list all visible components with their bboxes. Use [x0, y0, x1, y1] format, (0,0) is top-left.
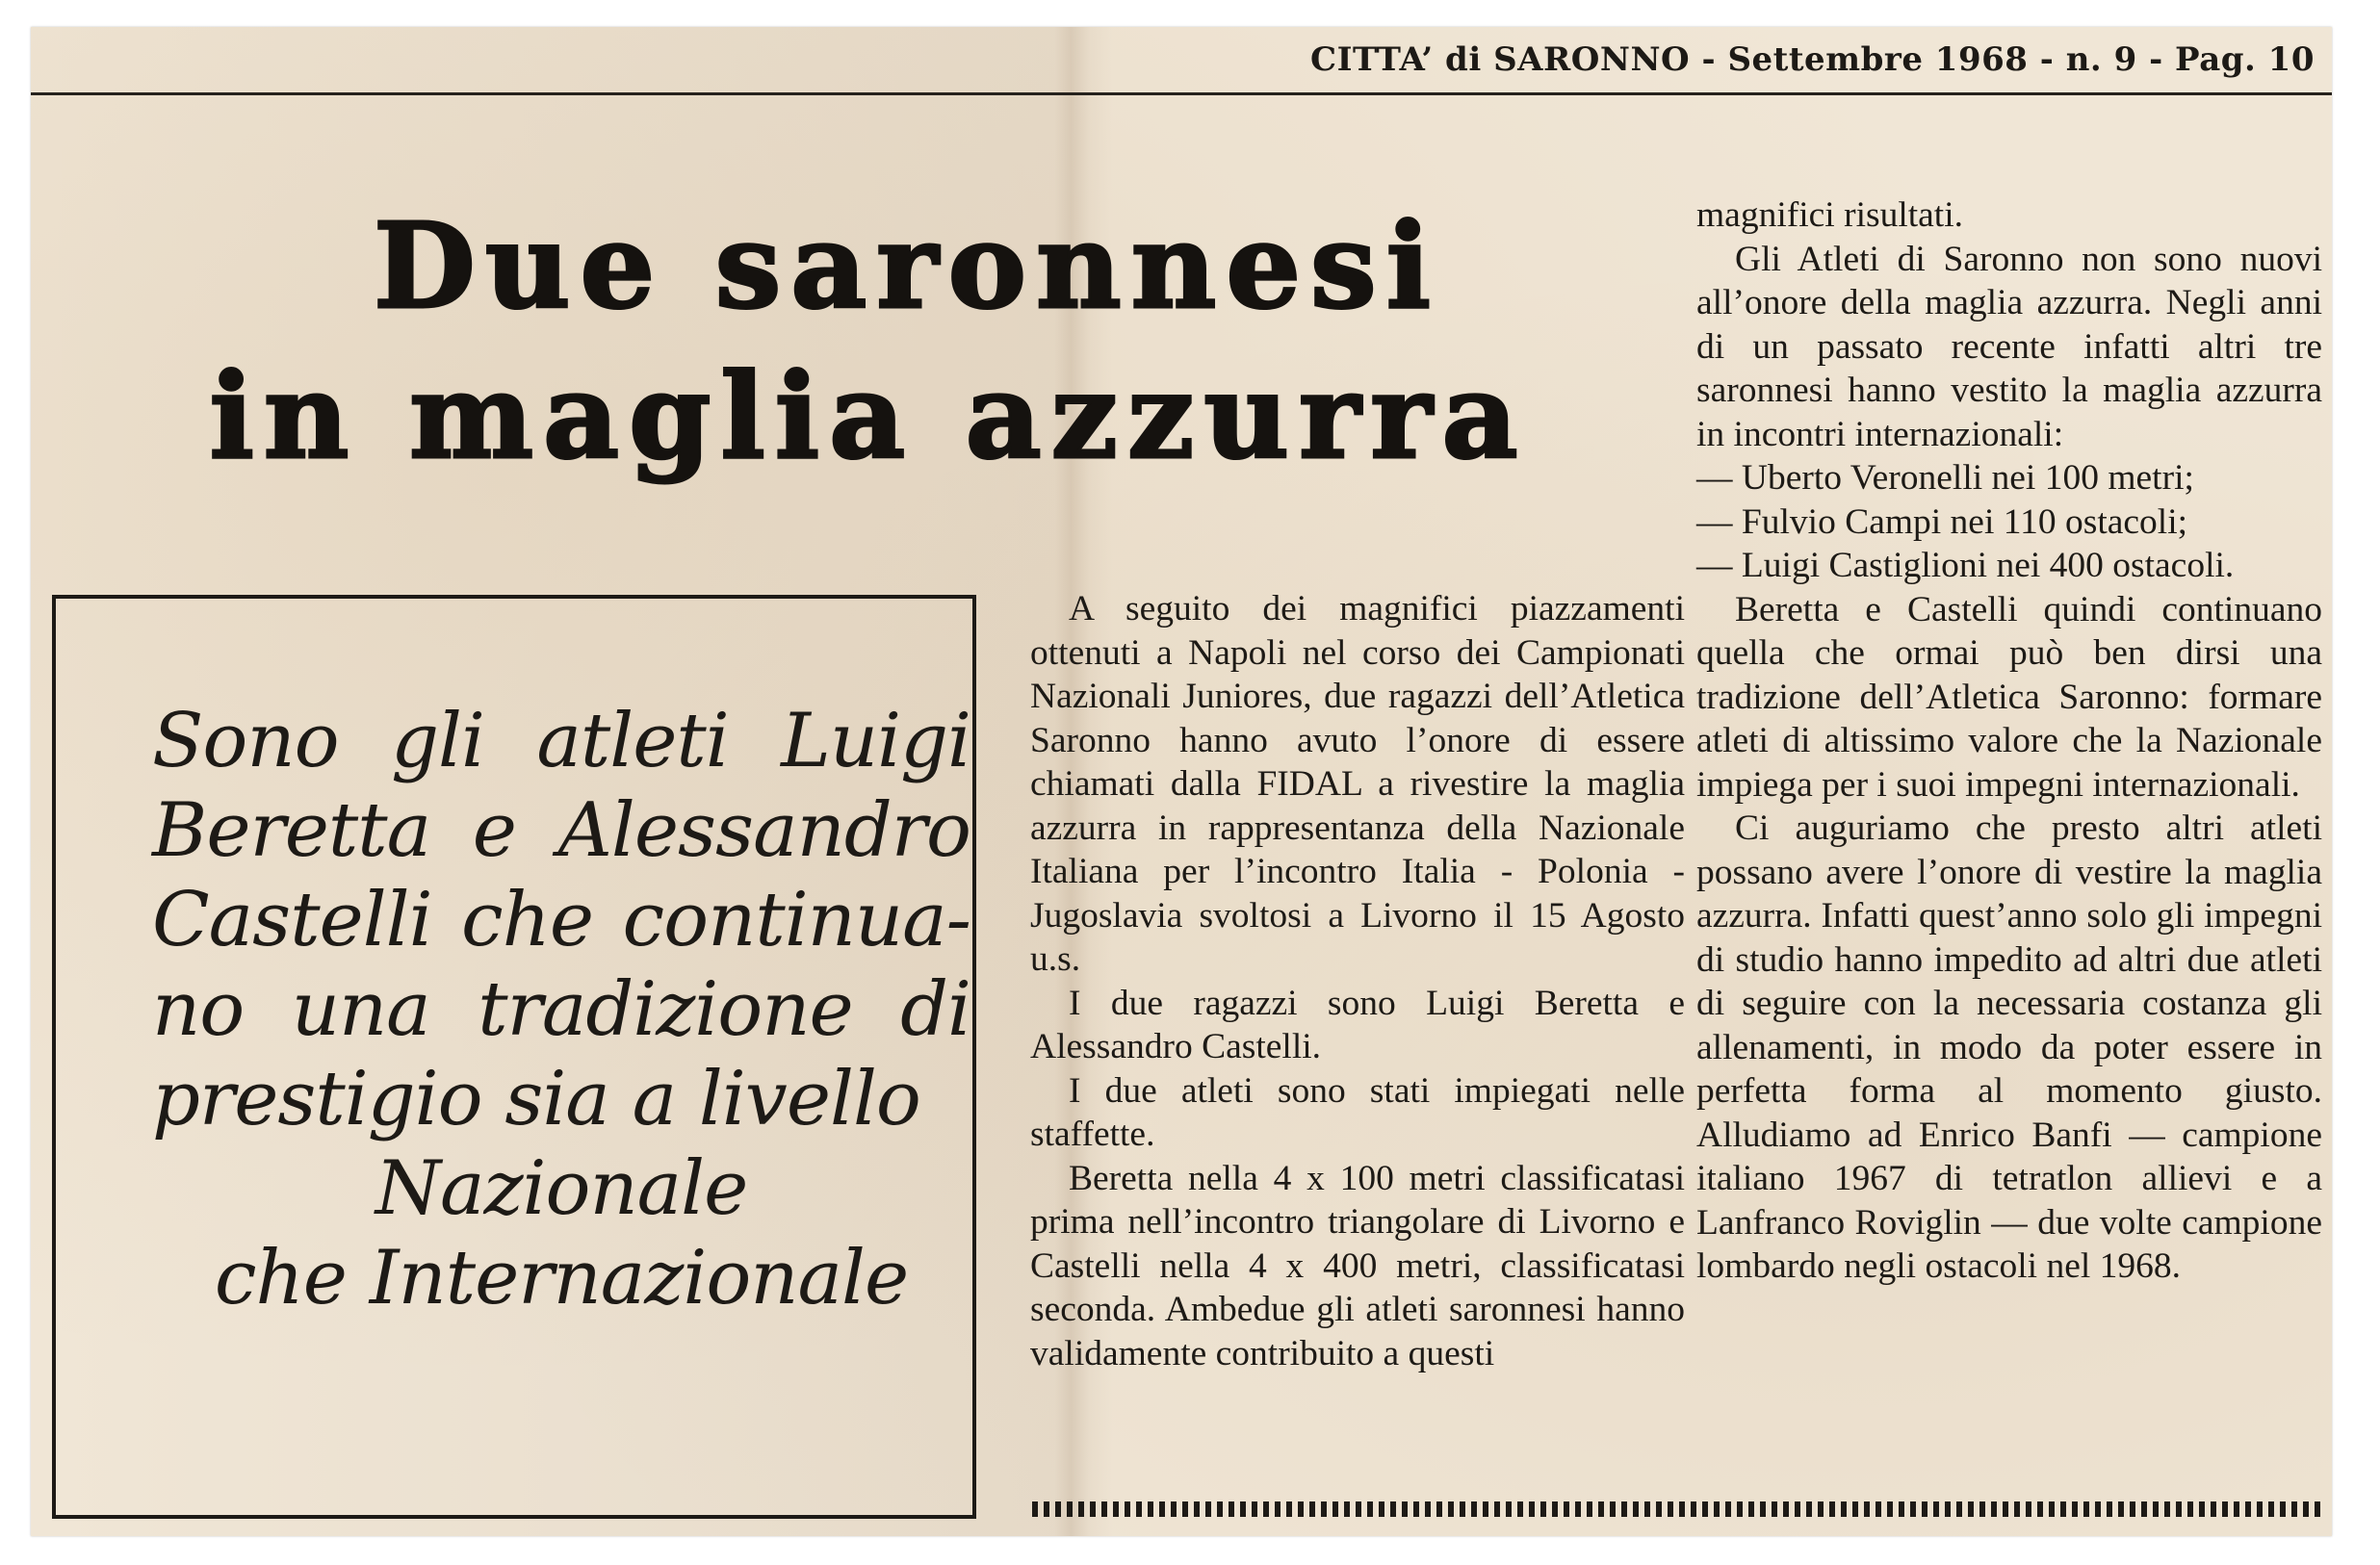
- subheadline-line-6: Nazionale: [375, 1145, 748, 1232]
- athlete-list-item-3: — Luigi Castiglioni nei 400 ostacoli.: [1696, 546, 2235, 585]
- article-paragraph-2: I due ragazzi sono Luigi Beretta e Alessandro Castelli.: [1030, 983, 1685, 1066]
- subheadline-box: [52, 595, 976, 1519]
- article-paragraph-1: A seguito dei magnifici piazzamenti ottenuti a Napoli nel corso dei Campionati Nazionali Juniores, due ragazzi dell’Atletica Saronno hanno avuto l’onore di essere chiamati dalla FIDAL a rivestire la maglia azzurra in rappresentanza della Nazionale Italiana per l’incontro Italia - Polonia - Jugoslavia svoltosi a Livorno il 15 Agosto u.s.: [1030, 589, 1685, 979]
- newspaper-clipping: [31, 27, 2332, 1536]
- article-paragraph-6: Beretta e Castelli quindi continuano quella che ormai può ben dirsi una tradizione dell’Atletica Saronno: formare atleti di altissimo valore che la Nazionale impiega per i suoi impegni internazionali.: [1696, 589, 2322, 805]
- article-paragraph-4-continued: magnifici risultati.: [1696, 195, 1964, 235]
- masthead: CITTA’ di SARONNO - Settembre 1968 - n. 9 - Pag. 10: [1310, 40, 2315, 79]
- subheadline-line-4: no una tradizione di: [152, 966, 970, 1053]
- subheadline-line-7: che Internazionale: [214, 1235, 909, 1321]
- headline-line-2: in maglia azzurra: [209, 346, 1528, 485]
- article-paragraph-3: I due atleti sono stati impiegati nelle staffette.: [1030, 1070, 1685, 1154]
- article-column-1: [1030, 587, 1685, 1375]
- subheadline-line-1: Sono gli atleti Luigi: [152, 698, 970, 784]
- article-paragraph-5: Gli Atleti di Saronno non sono nuovi all’onore della maglia azzurra. Negli anni di un passato recente infatti altri tre saronnesi hanno vestito la maglia azzurra in incontri internazionali:: [1696, 239, 2322, 454]
- athlete-list-item-1: — Uberto Veronelli nei 100 metri;: [1696, 458, 2194, 498]
- headline: [50, 191, 1687, 491]
- article-column-2: [1696, 193, 2322, 1289]
- article-paragraph-4: Beretta nella 4 x 100 metri classificatasi prima nell’incontro triangolare di Livorno e Castelli nella 4 x 400 metri, classificatasi seconda. Ambedue gli atleti saronnesi hanno validamente contribuito a questi: [1030, 1158, 1685, 1373]
- subheadline-text: [152, 697, 970, 1323]
- bottom-divider: [1032, 1501, 2324, 1517]
- subheadline-line-3: Castelli che continua-: [152, 877, 970, 963]
- header-rule: [31, 92, 2332, 95]
- athlete-list-item-2: — Fulvio Campi nei 110 ostacoli;: [1696, 501, 2188, 542]
- subheadline-line-5: prestigio sia a livello: [152, 1056, 920, 1142]
- headline-line-1: Due saronnesi: [373, 196, 1441, 335]
- subheadline-line-2: Beretta e Alessandro: [152, 787, 970, 874]
- article-paragraph-7: Ci auguriamo che presto altri atleti possano avere l’onore di vestire la maglia azzurra. Infatti quest’anno solo gli impegni di studio hanno impedito ad altri due atleti di seguire con la necessaria costanza gli allenamenti, in modo da poter essere in perfetta forma al momento giusto. Alludiamo ad Enrico Banfi — campione italiano 1967 di tetratlon allievi e a Lanfranco Roviglin — due volte campione lombardo negli ostacoli nel 1968.: [1696, 808, 2322, 1286]
